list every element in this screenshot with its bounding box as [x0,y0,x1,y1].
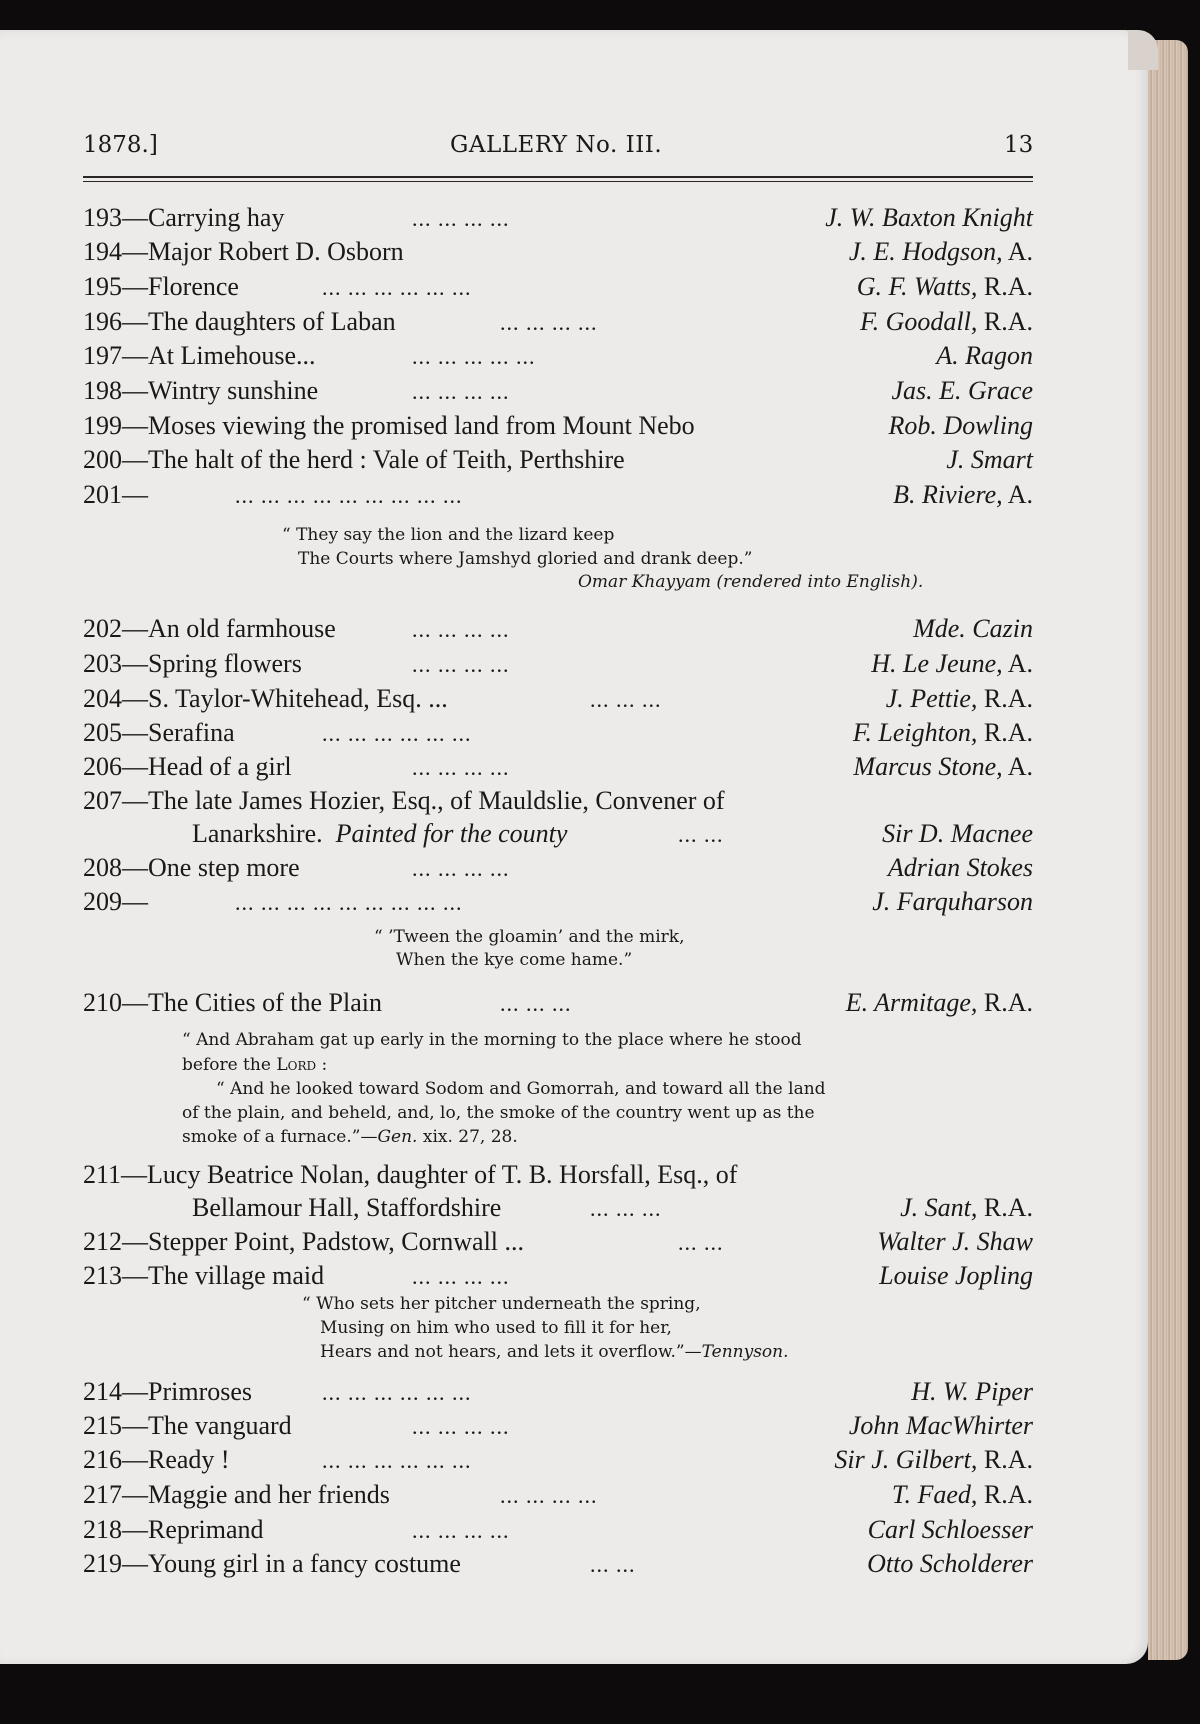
quote-line: “ Who sets her pitcher underneath the spring, [302,1294,701,1314]
artist-213: Louise Jopling [879,1261,1033,1290]
leader-dots: ... ... ... ... ... ... [322,721,472,746]
leader-dots: ... ... [678,1230,724,1255]
entry-213: 213—The village maid [83,1261,325,1290]
entry-206: 206—Head of a girl [83,752,292,781]
artist-201: B. Riviere, A. [893,480,1033,509]
entry-208: 208—One step more [83,853,300,882]
entry-205: 205—Serafina [83,718,235,747]
quote-line: “ They say the lion and the lizard keep [282,525,615,545]
leader-dots: ... ... [678,822,724,847]
entry-198: 198—Wintry sunshine [83,376,319,405]
page-corner [1128,30,1158,70]
page-number: 13 [1004,132,1034,158]
leader-dots: ... ... ... ... [500,310,598,335]
quote-line: “ ’Tween the gloamin’ and the mirk, [374,927,685,947]
artist-216: Sir J. Gilbert, R.A. [834,1445,1033,1474]
leader-dots: ... ... ... ... [412,652,510,677]
entry-194: 194—Major Robert D. Osborn [83,237,404,266]
entry-199: 199—Moses viewing the promised land from Mount Nebo [83,411,695,440]
quote-line: Musing on him who used to fill it for her, [320,1318,672,1338]
artist-210: E. Armitage, R.A. [845,988,1033,1017]
entry-217: 217—Maggie and her friends [83,1480,390,1509]
quote-attribution: Omar Khayyam (rendered into English). [578,572,924,592]
artist-218: Carl Schloesser [867,1515,1033,1544]
artist-199: Rob. Dowling [888,411,1033,440]
entry-207-continued: Lanarkshire. Painted for the county [192,819,568,848]
header-year: 1878.] [83,132,158,158]
quote-line: before the Lord : [182,1055,328,1075]
leader-dots: ... ... ... [500,991,572,1016]
artist-198: Jas. E. Grace [891,376,1033,405]
entry-195: 195—Florence [83,272,239,301]
entry-211: 211—Lucy Beatrice Nolan, daughter of T. B. Horsfall, Esq., of [83,1160,738,1189]
artist-196: F. Goodall, R.A. [860,307,1033,336]
artist-214: H. W. Piper [911,1377,1033,1406]
leader-dots: ... ... ... ... [412,379,510,404]
artist-212: Walter J. Shaw [877,1227,1033,1256]
entry-216: 216—Ready ! [83,1445,230,1474]
entry-196: 196—The daughters of Laban [83,307,396,336]
artist-200: J. Smart [946,445,1033,474]
leader-dots: ... ... ... ... ... ... ... ... ... [235,483,463,508]
leader-dots: ... ... ... ... [412,1518,510,1543]
leader-dots: ... ... ... ... [412,617,510,642]
leader-dots: ... ... ... ... [412,1264,510,1289]
leader-dots: ... ... ... [590,1196,662,1221]
leader-dots: ... ... ... [590,687,662,712]
quote-line: Hears and not hears, and lets it overflow.”—Tennyson. [320,1342,789,1362]
entry-211-continued: Bellamour Hall, Staffordshire [192,1193,502,1222]
quote-line: When the kye come hame.” [396,950,633,970]
entry-214: 214—Primroses [83,1377,252,1406]
entry-193: 193—Carrying hay [83,203,285,232]
header-rule [83,176,1033,178]
quote-line: “ And he looked toward Sodom and Gomorrah, and toward all the land [216,1079,826,1099]
quote-line: smoke of a furnace.”—Gen. xix. 27, 28. [182,1127,518,1147]
artist-202: Mde. Cazin [913,614,1033,643]
quote-line: of the plain, and beheld, and, lo, the smoke of the country went up as the [182,1103,815,1123]
leader-dots: ... ... ... ... [412,856,510,881]
artist-203: H. Le Jeune, A. [871,649,1033,678]
leader-dots: ... ... ... ... [500,1483,598,1508]
artist-208: Adrian Stokes [887,853,1033,882]
artist-207: Sir D. Macnee [882,819,1033,848]
entry-203: 203—Spring flowers [83,649,302,678]
artist-204: J. Pettie, R.A. [885,684,1033,713]
leader-dots: ... ... ... ... [412,755,510,780]
entry-197: 197—At Limehouse... [83,341,316,370]
leader-dots: ... ... ... ... ... ... [322,1448,472,1473]
entry-219: 219—Young girl in a fancy costume [83,1549,461,1578]
artist-205: F. Leighton, R.A. [852,718,1033,747]
artist-195: G. F. Watts, R.A. [856,272,1033,301]
entry-201: 201— [83,480,148,509]
leader-dots: ... ... ... ... ... ... [322,1380,472,1405]
artist-219: Otto Scholderer [867,1549,1033,1578]
leader-dots: ... ... ... ... ... ... ... ... ... [235,890,463,915]
entry-212: 212—Stepper Point, Padstow, Cornwall ... [83,1227,525,1256]
artist-215: John MacWhirter [848,1411,1033,1440]
entry-207: 207—The late James Hozier, Esq., of Mauldslie, Convener of [83,786,725,815]
artist-217: T. Faed, R.A. [891,1480,1033,1509]
leader-dots: ... ... [590,1552,636,1577]
entry-218: 218—Reprimand [83,1515,264,1544]
entry-202: 202—An old farmhouse [83,614,336,643]
artist-197: A. Ragon [936,341,1033,370]
entry-215: 215—The vanguard [83,1411,292,1440]
page-edges [1148,40,1188,1660]
page-title: GALLERY No. III. [450,132,663,158]
quote-line: “ And Abraham gat up early in the morning to the place where he stood [182,1030,802,1050]
entry-210: 210—The Cities of the Plain [83,988,382,1017]
entry-200: 200—The halt of the herd : Vale of Teith, Perthshire [83,445,625,474]
entry-209: 209— [83,887,148,916]
leader-dots: ... ... ... ... [412,206,510,231]
header-rule-thin [83,181,1033,182]
quote-line: The Courts where Jamshyd gloried and drank deep.” [298,549,753,569]
artist-194: J. E. Hodgson, A. [848,237,1033,266]
leader-dots: ... ... ... ... ... ... [322,275,472,300]
leader-dots: ... ... ... ... [412,1414,510,1439]
artist-209: J. Farquharson [872,887,1033,916]
artist-206: Marcus Stone, A. [853,752,1033,781]
leader-dots: ... ... ... ... ... [412,344,536,369]
artist-193: J. W. Baxton Knight [825,203,1033,232]
entry-204: 204—S. Taylor-Whitehead, Esq. ... [83,684,448,713]
artist-211: J. Sant, R.A. [900,1193,1033,1222]
